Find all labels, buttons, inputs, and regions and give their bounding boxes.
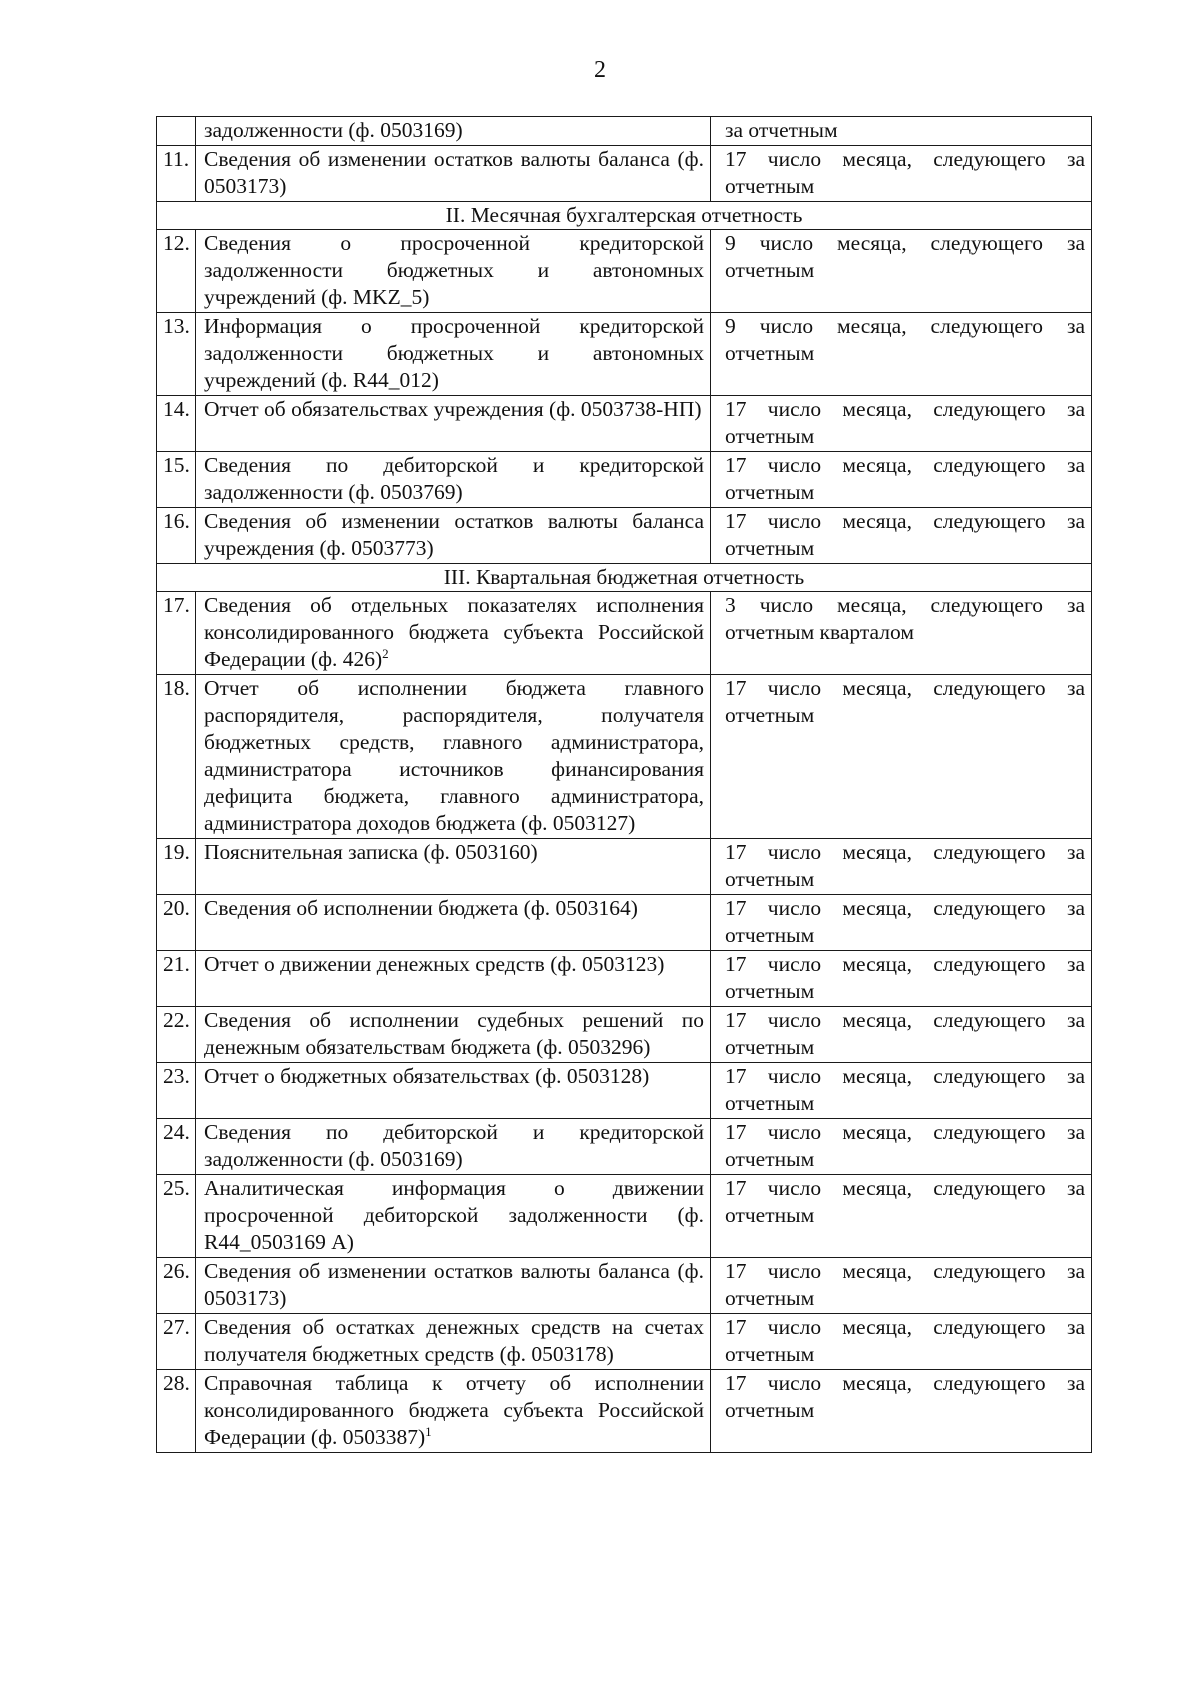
row-number: 14. bbox=[157, 396, 196, 452]
deadline-cell: 17 число месяца, следующего за отчетным bbox=[711, 1063, 1092, 1119]
report-name-cell bbox=[196, 396, 711, 452]
row-number: 11. bbox=[157, 146, 196, 202]
row-number: 25. bbox=[157, 1175, 196, 1258]
deadline-cell: 17 число месяца, следующего за отчетным bbox=[711, 675, 1092, 839]
row-number: 21. bbox=[157, 951, 196, 1007]
table-row bbox=[157, 230, 1092, 313]
report-name: Сведения об изменении остатков валюты баланса учреждения (ф. 0503773) bbox=[204, 509, 704, 560]
report-name: Сведения о просроченной кредиторской задолженности бюджетных и автономных учреждений (ф. MKZ_5) bbox=[204, 231, 704, 309]
table-row bbox=[157, 951, 1092, 1007]
report-name-cell bbox=[196, 675, 711, 839]
report-name: Сведения по дебиторской и кредиторской задолженности (ф. 0503769) bbox=[204, 453, 704, 504]
deadline-cell: 17 число месяца, следующего за отчетным bbox=[711, 951, 1092, 1007]
deadline-cell: 17 число месяца, следующего за отчетным bbox=[711, 146, 1092, 202]
table-row bbox=[157, 675, 1092, 839]
row-number: 19. bbox=[157, 839, 196, 895]
row-number: 26. bbox=[157, 1258, 196, 1314]
report-name-cell bbox=[196, 839, 711, 895]
table-row bbox=[157, 508, 1092, 564]
row-number: 28. bbox=[157, 1370, 196, 1453]
table-row bbox=[157, 452, 1092, 508]
report-name: Отчет о движении денежных средств (ф. 0503123) bbox=[204, 952, 665, 976]
report-name-cell bbox=[196, 1063, 711, 1119]
row-number: 18. bbox=[157, 675, 196, 839]
report-name-cell bbox=[196, 1007, 711, 1063]
footnote-mark: 1 bbox=[425, 1423, 432, 1439]
report-name-cell bbox=[196, 230, 711, 313]
report-name-cell bbox=[196, 146, 711, 202]
report-name: Информация о просроченной кредиторской задолженности бюджетных и автономных учреждений (ф. R44_012) bbox=[204, 314, 704, 392]
report-name: Сведения по дебиторской и кредиторской задолженности (ф. 0503169) bbox=[204, 1120, 704, 1171]
table-row bbox=[157, 313, 1092, 396]
report-name: Сведения об изменении остатков валюты баланса (ф. 0503173) bbox=[204, 147, 704, 198]
reporting-schedule-table bbox=[156, 116, 1092, 1453]
deadline-cell: 17 число месяца, следующего за отчетным bbox=[711, 1258, 1092, 1314]
table-row bbox=[157, 592, 1092, 675]
deadline-cell: 17 число месяца, следующего за отчетным bbox=[711, 1175, 1092, 1258]
table-row bbox=[157, 839, 1092, 895]
report-name-cell bbox=[196, 1370, 711, 1453]
row-number: 13. bbox=[157, 313, 196, 396]
table-row bbox=[157, 1258, 1092, 1314]
row-number: 22. bbox=[157, 1007, 196, 1063]
section-title: II. Месячная бухгалтерская отчетность bbox=[157, 202, 1092, 230]
table-row bbox=[157, 396, 1092, 452]
deadline-cell: за отчетным bbox=[711, 117, 1092, 146]
report-name-cell bbox=[196, 508, 711, 564]
deadline-cell: 9 число месяца, следующего за отчетным bbox=[711, 230, 1092, 313]
table-row bbox=[157, 117, 1092, 146]
row-number: 27. bbox=[157, 1314, 196, 1370]
row-number bbox=[157, 117, 196, 146]
report-name-cell bbox=[196, 313, 711, 396]
deadline-cell: 17 число месяца, следующего за отчетным bbox=[711, 895, 1092, 951]
report-name: Сведения об изменении остатков валюты баланса (ф. 0503173) bbox=[204, 1259, 704, 1310]
deadline-cell: 17 число месяца, следующего за отчетным bbox=[711, 839, 1092, 895]
report-name-cell bbox=[196, 1314, 711, 1370]
report-name-cell bbox=[196, 1175, 711, 1258]
report-name: Пояснительная записка (ф. 0503160) bbox=[204, 840, 538, 864]
report-name-cell bbox=[196, 951, 711, 1007]
row-number: 23. bbox=[157, 1063, 196, 1119]
deadline-cell: 17 число месяца, следующего за отчетным bbox=[711, 452, 1092, 508]
deadline-cell: 9 число месяца, следующего за отчетным bbox=[711, 313, 1092, 396]
report-name: задолженности (ф. 0503169) bbox=[204, 118, 463, 142]
deadline-cell: 3 число месяца, следующего за отчетным кварталом bbox=[711, 592, 1092, 675]
row-number: 24. bbox=[157, 1119, 196, 1175]
report-name: Сведения об исполнении судебных решений по денежным обязательствам бюджета (ф. 0503296) bbox=[204, 1008, 704, 1059]
report-name-cell bbox=[196, 452, 711, 508]
deadline-cell: 17 число месяца, следующего за отчетным bbox=[711, 1370, 1092, 1453]
section-header-row bbox=[157, 564, 1092, 592]
report-name: Аналитическая информация о движении просроченной дебиторской задолженности (ф. R44_0503169 А) bbox=[204, 1176, 704, 1254]
table-row bbox=[157, 1314, 1092, 1370]
row-number: 20. bbox=[157, 895, 196, 951]
report-name: Сведения об отдельных показателях исполнения консолидированного бюджета субъекта Российской Федерации (ф. 426) bbox=[204, 593, 704, 671]
report-name: Справочная таблица к отчету об исполнении консолидированного бюджета субъекта Российской Федерации (ф. 0503387) bbox=[204, 1371, 704, 1449]
table-body bbox=[157, 117, 1092, 1453]
row-number: 12. bbox=[157, 230, 196, 313]
table-row bbox=[157, 1119, 1092, 1175]
deadline-cell: 17 число месяца, следующего за отчетным bbox=[711, 508, 1092, 564]
deadline-cell: 17 число месяца, следующего за отчетным bbox=[711, 1007, 1092, 1063]
table-row bbox=[157, 146, 1092, 202]
table-row bbox=[157, 1007, 1092, 1063]
footnote-mark: 2 bbox=[382, 645, 389, 661]
deadline-cell: 17 число месяца, следующего за отчетным bbox=[711, 396, 1092, 452]
table-row bbox=[157, 895, 1092, 951]
section-title: III. Квартальная бюджетная отчетность bbox=[157, 564, 1092, 592]
report-name-cell bbox=[196, 1258, 711, 1314]
deadline-cell: 17 число месяца, следующего за отчетным bbox=[711, 1119, 1092, 1175]
page-number: 2 bbox=[594, 57, 606, 83]
report-name-cell bbox=[196, 895, 711, 951]
report-name: Сведения об остатках денежных средств на счетах получателя бюджетных средств (ф. 0503178) bbox=[204, 1315, 704, 1366]
table-row bbox=[157, 1063, 1092, 1119]
report-name: Отчет об обязательствах учреждения (ф. 0503738-НП) bbox=[204, 397, 702, 421]
report-name-cell bbox=[196, 117, 711, 146]
section-header-row bbox=[157, 202, 1092, 230]
report-name-cell bbox=[196, 592, 711, 675]
report-name: Отчет об исполнении бюджета главного распорядителя, распорядителя, получателя бюджетных средств, главного администратора, администратора источников финансирования дефицита бюджета, главного администратора, администратора доходов бюджета (ф. 0503127) bbox=[204, 676, 704, 835]
report-name: Сведения об исполнении бюджета (ф. 0503164) bbox=[204, 896, 638, 920]
report-name-cell bbox=[196, 1119, 711, 1175]
row-number: 17. bbox=[157, 592, 196, 675]
deadline-cell: 17 число месяца, следующего за отчетным bbox=[711, 1314, 1092, 1370]
row-number: 15. bbox=[157, 452, 196, 508]
table-row bbox=[157, 1370, 1092, 1453]
table-row bbox=[157, 1175, 1092, 1258]
row-number: 16. bbox=[157, 508, 196, 564]
report-name: Отчет о бюджетных обязательствах (ф. 0503128) bbox=[204, 1064, 650, 1088]
